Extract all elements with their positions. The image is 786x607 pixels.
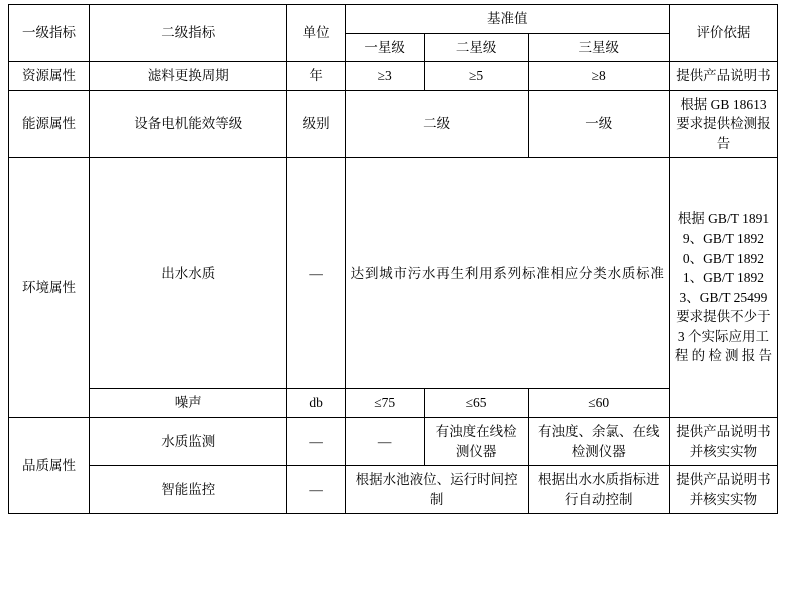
table-header-row-1	[9, 5, 778, 34]
cell-unit-dash: —	[287, 417, 345, 465]
cell-control-star3: 根据出水水质指标进行自动控制	[528, 466, 669, 514]
cell-category-energy: 能源属性	[9, 90, 90, 158]
header-star-3: 三星级	[528, 33, 669, 62]
cell-indicator-water-monitoring: 水质监测	[90, 417, 287, 465]
cell-category-environment: 环境属性	[9, 158, 90, 418]
cell-indicator-filter-replacement: 滤料更换周期	[90, 62, 287, 91]
cell-star3-grade1: 一级	[528, 90, 669, 158]
cell-unit-dash: —	[287, 158, 345, 389]
cell-effluent-standard: 达到城市污水再生利用系列标准相应分类水质标准	[345, 158, 669, 389]
cell-star2-value: ≥5	[424, 62, 528, 91]
header-primary-indicator: 一级指标	[9, 5, 90, 62]
cell-monitoring-star1: —	[345, 417, 424, 465]
specification-table	[8, 4, 778, 514]
cell-basis-gbt-series: 根据 GB/T 18919、GB/T 18920、GB/T 18921、GB/T 18923、GB/T 25499 要求提供不少于 3 个实际应用工程的检测报告	[669, 158, 777, 418]
cell-monitoring-star2: 有浊度在线检测仪器	[424, 417, 528, 465]
table-row	[9, 389, 778, 418]
header-unit: 单位	[287, 5, 345, 62]
cell-category-resource: 资源属性	[9, 62, 90, 91]
cell-unit-db: db	[287, 389, 345, 418]
cell-unit-grade: 级别	[287, 90, 345, 158]
header-benchmark-group: 基准值	[345, 5, 669, 34]
cell-indicator-smart-control: 智能监控	[90, 466, 287, 514]
cell-indicator-noise: 噪声	[90, 389, 287, 418]
cell-indicator-effluent-quality: 出水水质	[90, 158, 287, 389]
table-row	[9, 466, 778, 514]
cell-noise-star3: ≤60	[528, 389, 669, 418]
header-star-1: 一星级	[345, 33, 424, 62]
header-evaluation-basis: 评价依据	[669, 5, 777, 62]
cell-basis-manual-verify: 提供产品说明书并核实实物	[669, 417, 777, 465]
cell-basis-manual-verify: 提供产品说明书并核实实物	[669, 466, 777, 514]
cell-monitoring-star3: 有浊度、余氯、在线检测仪器	[528, 417, 669, 465]
cell-basis-product-manual: 提供产品说明书	[669, 62, 777, 91]
table-row	[9, 62, 778, 91]
cell-star12-grade2: 二级	[345, 90, 528, 158]
cell-basis-gb18613: 根据 GB 18613 要求提供检测报告	[669, 90, 777, 158]
header-secondary-indicator: 二级指标	[90, 5, 287, 62]
header-star-2: 二星级	[424, 33, 528, 62]
cell-star1-value: ≥3	[345, 62, 424, 91]
table-row	[9, 90, 778, 158]
cell-noise-star1: ≤75	[345, 389, 424, 418]
cell-unit-year: 年	[287, 62, 345, 91]
cell-unit-dash: —	[287, 466, 345, 514]
cell-category-quality: 品质属性	[9, 417, 90, 513]
table-row	[9, 158, 778, 389]
document-page	[0, 4, 786, 607]
cell-star3-value: ≥8	[528, 62, 669, 91]
cell-indicator-motor-efficiency: 设备电机能效等级	[90, 90, 287, 158]
cell-control-star12: 根据水池液位、运行时间控制	[345, 466, 528, 514]
table-row	[9, 417, 778, 465]
cell-noise-star2: ≤65	[424, 389, 528, 418]
